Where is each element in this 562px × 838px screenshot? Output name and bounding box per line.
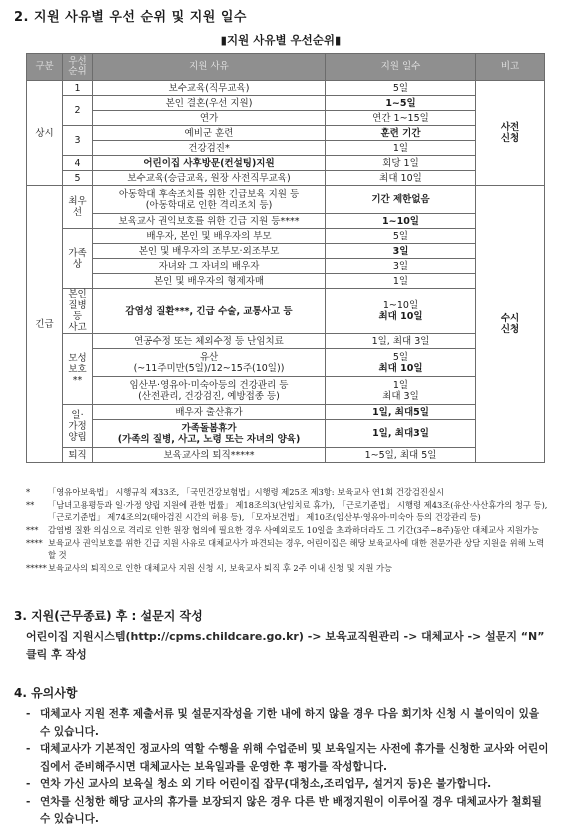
- table-row: [27, 405, 545, 420]
- days-cell: 1~10일: [326, 214, 476, 229]
- table-row: [27, 244, 545, 259]
- list-item-text: 연차 가신 교사의 보육실 청소 외 기타 어린이집 잡무(대청소,조리업무, 설거지 등)은 불가합니다.: [40, 778, 492, 790]
- reason-cell: 예비군 훈련: [93, 126, 326, 141]
- footnote: [26, 562, 552, 574]
- days-line: 5일: [392, 351, 409, 363]
- group-gingeup: 긴급: [27, 186, 63, 463]
- footnote: [26, 524, 552, 536]
- days-line: 최대 10일: [378, 362, 423, 374]
- table-row: [27, 156, 545, 171]
- reason-line: 가족돌봄휴가: [181, 422, 237, 434]
- table-row: [27, 214, 545, 229]
- table-row: [27, 259, 545, 274]
- days-cell: 1일: [326, 141, 476, 156]
- reason-line: (산전관리, 건강검진, 예방접종 등): [138, 390, 280, 402]
- reason-cell: 연가: [93, 111, 326, 126]
- footnote-text: 「남녀고용평등과 일·가정 양립 지원에 관한 법률」 제18조의3(난임치료 휴가), 「근로기준법」 시행령 제43조(유산·사산휴가의 청구 등), 「근로기준법」 제74조의2(태아검진 시간의 허용 등), 「모자보건법」 제10조(임산부·영유아·미숙아 등의 건강관리 등): [48, 500, 548, 522]
- footnote-text: 보육교사의 퇴직으로 인한 대체교사 지원 신청 시, 보육교사 퇴직 후 2주 이내 신청 및 지원 가능: [48, 563, 393, 573]
- table-row: [27, 96, 545, 111]
- list-item-text: 대체교사 지원 전후 제출서류 및 설문지작성을 기한 내에 하지 않을 경우 다음 회기차 신청 시 불이익이 있을 수 있습니다.: [40, 708, 540, 738]
- reason-cell: [93, 420, 326, 448]
- reason-cell: 본인 및 배우자의 조부모·외조부모: [93, 244, 326, 259]
- reason-cell: 보수교육(직무교육): [93, 81, 326, 96]
- footnote-text: 감염병 질환 의심으로 격리로 인한 원장 협의에 필요한 경우 사예외로도 10일을 초과하더라도 그 기간(3주~8주)동안 대체교사 지원가능: [48, 525, 539, 535]
- reason-line: (가족의 질병, 사고, 노령 또는 자녀의 양육): [117, 433, 301, 445]
- dash-bullet: -: [26, 795, 31, 808]
- table-row: [27, 126, 545, 141]
- priority-table: [26, 53, 545, 463]
- list-item: [26, 741, 550, 776]
- category-il-gajeong: 일· 가정 양립: [63, 405, 93, 448]
- caution-list: [26, 706, 550, 829]
- list-item-text: 대체교사가 기본적인 정교사의 역할 수행을 위해 수업준비 및 보육일지는 사전에 휴가를 신청한 교사와 어린이집에서 준비해주시면 대체교사는 보육일과를 운영한 후 평가를 작성합니다.: [40, 743, 549, 773]
- days-cell: 5일: [326, 229, 476, 244]
- priority-num: 1: [63, 81, 93, 96]
- priority-num: 2: [63, 96, 93, 126]
- days-cell: 1일, 최대 3일: [326, 334, 476, 349]
- footnote-mark: *****: [26, 563, 47, 573]
- category-mosung: 모성보호**: [63, 334, 93, 405]
- table-row: [27, 171, 545, 186]
- priority-num: 5: [63, 171, 93, 186]
- days-cell: 1일: [326, 274, 476, 289]
- section-3-line: 클릭 후 작성: [26, 648, 87, 661]
- section-3-heading: 3. 지원(근무종료) 후 : 설문지 작성: [14, 609, 203, 623]
- days-cell: [326, 349, 476, 377]
- reason-cell: 본인 및 배우자의 형제자매: [93, 274, 326, 289]
- table-row: [27, 274, 545, 289]
- days-line: 최대 3일: [382, 390, 419, 402]
- list-item: [26, 706, 550, 741]
- days-cell: 기간 제한없음: [326, 186, 476, 214]
- reason-line: 유산: [199, 351, 219, 363]
- reason-cell: 배우자, 본인 및 배우자의 부모: [93, 229, 326, 244]
- list-item-text: 연차를 신청한 해당 교사의 휴가를 보장되지 않은 경우 다른 반 배정지원이 이루어질 경우 대체교사가 철회될 수 있습니다.: [40, 795, 542, 825]
- days-line: 1~10일: [382, 300, 419, 311]
- days-cell: 3일: [326, 259, 476, 274]
- priority-num: 4: [63, 156, 93, 171]
- remark-sajeon: 사전 신청: [476, 81, 545, 186]
- table-row: [27, 81, 545, 96]
- days-cell: [326, 289, 476, 334]
- reason-cell: 배우자 출산휴가: [93, 405, 326, 420]
- reason-cell: 건강검진*: [93, 141, 326, 156]
- dash-bullet: -: [26, 743, 31, 755]
- days-cell: 훈련 기간: [326, 126, 476, 141]
- table-row: [27, 229, 545, 244]
- table-row: [27, 334, 545, 349]
- reason-cell: 자녀와 그 자녀의 배우자: [93, 259, 326, 274]
- dash-bullet: -: [26, 708, 31, 720]
- days-cell: [326, 377, 476, 405]
- reason-line: (~11주미만(5일)/12~15주(10일)): [133, 362, 285, 374]
- dash-bullet: -: [26, 778, 31, 790]
- days-cell: 1일, 최대5일: [326, 405, 476, 420]
- reason-cell: [93, 377, 326, 405]
- section-3-line: 어린이집 지원시스템(http://cpms.childcare.go.kr) -> 보육교직원관리 -> 대체교사 -> 설문지 “N”: [26, 630, 545, 643]
- table-row: [27, 141, 545, 156]
- footnote-mark: **: [26, 500, 35, 510]
- days-line: 1일: [392, 379, 409, 391]
- priority-choi: 최우선: [63, 186, 93, 229]
- days-cell: 1~5일: [326, 96, 476, 111]
- reason-cell: 감염성 질환***, 긴급 수술, 교통사고 등: [93, 289, 326, 334]
- reason-cell: 어린이집 사후방문(컨설팅)지원: [93, 156, 326, 171]
- category-illness: 본인 질병 등 사고: [63, 289, 93, 334]
- reason-cell: 보육교사의 퇴직*****: [93, 448, 326, 463]
- table-row: [27, 448, 545, 463]
- table-row: [27, 420, 545, 448]
- days-cell: 1일, 최대3일: [326, 420, 476, 448]
- footnote-mark: ****: [26, 538, 43, 548]
- reason-cell: 아동학대 후속조치를 위한 긴급보육 지원 등 (아동학대로 인한 격리조치 등): [93, 186, 326, 214]
- footnotes: [26, 486, 552, 575]
- reason-line: 임산부·영유아·미숙아등의 건강관리 등: [129, 379, 289, 391]
- days-cell: 3일: [326, 244, 476, 259]
- table-row: [27, 377, 545, 405]
- days-line: 최대 10일: [378, 311, 423, 322]
- section-4-heading: 4. 유의사항: [14, 686, 78, 700]
- days-cell: 연간 1~15일: [326, 111, 476, 126]
- reason-cell: 본인 결혼(우선 지원): [93, 96, 326, 111]
- table-caption: ▮지원 사유별 우선순위▮: [220, 33, 342, 47]
- footnote-mark: ***: [26, 525, 39, 535]
- reason-cell: 연공수정 또는 체외수정 등 난임치료: [93, 334, 326, 349]
- table-header-row: [27, 54, 545, 81]
- header-category: 구분: [27, 54, 63, 81]
- category-gajok: 가족상: [63, 229, 93, 289]
- reason-cell: 보수교육(승급교육, 원장 사전직무교육): [93, 171, 326, 186]
- category-retire: 퇴직: [63, 448, 93, 463]
- header-priority: 우선 순위: [63, 54, 93, 81]
- group-sangsi: 상시: [27, 81, 63, 186]
- table-row: [27, 289, 545, 334]
- reason-cell: 보육교사 권익보호를 위한 긴급 지원 등****: [93, 214, 326, 229]
- list-item: [26, 794, 550, 829]
- table-row: [27, 349, 545, 377]
- footnote-text: 「영유아보육법」 시행규칙 제33조, 「국민건강보험법」시행령 제25조 제3항: 보육교사 연1회 건강검진실시: [48, 487, 444, 497]
- header-reason: 지원 사유: [93, 54, 326, 81]
- days-cell: 회당 1일: [326, 156, 476, 171]
- footnote-mark: *: [26, 487, 31, 497]
- table-row: [27, 186, 545, 214]
- table-row: [27, 111, 545, 126]
- list-item: [26, 776, 550, 794]
- footnote: [26, 499, 552, 523]
- footnote-text: 보육교사 권익보호를 위한 긴급 지원 사유로 대체교사가 파견되는 경우, 어린이집은 해당 보육교사에 대한 전문가관 상담 지원을 위해 노력할 것: [48, 538, 545, 560]
- header-remarks: 비고: [476, 54, 545, 81]
- remark-susi: 수시 신청: [476, 186, 545, 463]
- footnote: [26, 486, 552, 498]
- footnote: [26, 537, 552, 561]
- days-cell: 1~5일, 최대 5일: [326, 448, 476, 463]
- header-days: 지원 일수: [326, 54, 476, 81]
- days-cell: 5일: [326, 81, 476, 96]
- priority-num: 3: [63, 126, 93, 156]
- reason-cell: [93, 349, 326, 377]
- days-cell: 최대 10일: [326, 171, 476, 186]
- section-2-heading: 2. 지원 사유별 우선 순위 및 지원 일수: [14, 10, 247, 25]
